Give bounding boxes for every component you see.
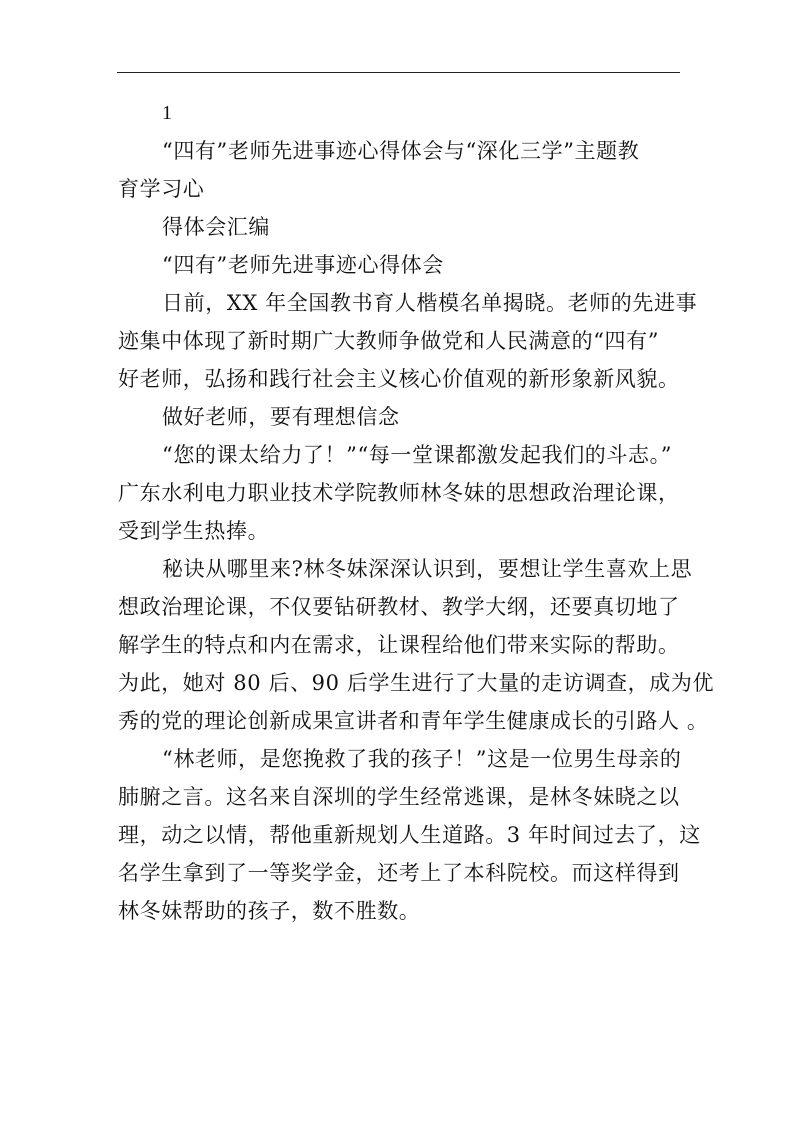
page-number: 1 [162,102,173,124]
paragraph-line: 名学生拿到了一等奖学金，还考上了本科院校。而这样得到 [118,861,680,885]
paragraph-line: 为此，她对 80 后、90 后学生进行了大量的走访调查，成为优 [118,671,715,695]
paragraph-line: 林冬妹帮助的孩子，数不胜数。 [118,899,421,923]
paragraph-line: 日前，XX 年全国教书育人楷模名单揭晓。老师的先进事 [162,291,698,315]
paragraph-line: 迹集中体现了新时期广大教师争做党和人民满意的“四有” [118,329,660,353]
title-line-3: 得体会汇编 [162,215,270,239]
paragraph-line: 理，动之以情，帮他重新规划人生道路。3 年时间过去了，这 [118,823,701,847]
paragraph-line: 想政治理论课，不仅要钻研教材、教学大纲，还要真切地了 [118,595,680,619]
title-line-2: 育学习心 [118,177,205,201]
title-line-1: “四有”老师先进事迹心得体会与“深化三学”主题教 [162,139,640,163]
paragraph-line: 秘诀从哪里来?林冬妹深深认识到，要想让学生喜欢上思 [162,557,693,581]
paragraph-line: “您的课太给力了！”“每一堂课都激发起我们的斗志。” [162,443,673,467]
paragraph-line: 广东水利电力职业技术学院教师林冬妹的思想政治理论课， [118,481,680,505]
paragraph-line: 肺腑之言。这名来自深圳的学生经常逃课，是林冬妹晓之以 [118,785,680,809]
paragraph-line: “林老师，是您挽救了我的孩子！”这是一位男生母亲的 [162,747,682,771]
paragraph-line: 好老师，弘扬和践行社会主义核心价值观的新形象新风貌。 [118,367,680,391]
paragraph-line: 解学生的特点和内在需求，让课程给他们带来实际的帮助。 [118,633,680,657]
paragraph-line: 受到学生热捧。 [118,519,270,543]
header-rule [117,72,680,73]
section-heading: “四有”老师先进事迹心得体会 [162,253,444,277]
paragraph-line: 秀的党的理论创新成果宣讲者和青年学生健康成长的引路人 。 [118,709,709,733]
document-body [118,94,715,930]
subheading: 做好老师，要有理想信念 [162,405,400,429]
